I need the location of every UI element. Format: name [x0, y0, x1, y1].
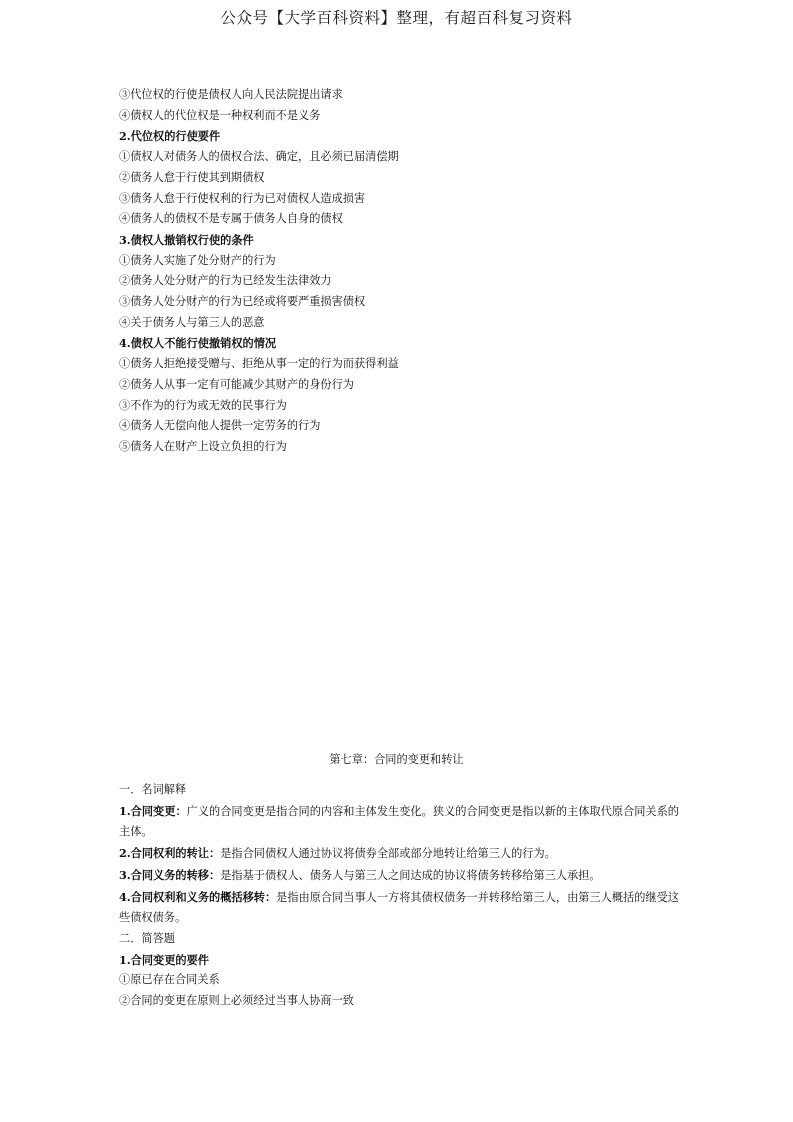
definition-text: 是指基于债权人、债务人与第三人之间达成的协议将债务转移给第三人承担。 [220, 868, 601, 882]
definition-paragraph [119, 801, 679, 843]
definition-text: 是指由原合同当事人一方将其债权债务一并转移给第三人，由第三人概括的继受这些债权债务。 [119, 890, 679, 925]
page-header: 公众号【大学百科资料】整理，有超百科复习资料 [220, 9, 573, 27]
text-line: ①债务人拒绝接受赠与、拒绝从事一定的行为而获得利益 [119, 357, 399, 371]
text-line: ④债权人的代位权是一种权利而不是义务 [119, 108, 321, 122]
text-line: ③代位权的行使是债权人向人民法院提出请求 [119, 88, 343, 101]
section-contract-rights [119, 85, 679, 458]
section-contract-change [119, 780, 679, 1012]
definition-paragraph [119, 865, 679, 887]
text-line: ②债务人从事一定有可能减少其财产的身份行为 [119, 377, 354, 391]
text-line: ①债权人对债务人的债权合法、确定，且必须已届清偿期 [119, 150, 399, 164]
text-line: ②债务人处分财产的行为已经发生法律效力 [119, 274, 332, 288]
subheading: 3.债权人撤销权行使的条件 [119, 232, 254, 247]
definition-text: 是指合同债权人通过协议将债券全部或部分地转让给第三人的行为。 [220, 847, 556, 861]
text-line: ②债务人怠于行使其到期债权 [119, 170, 265, 184]
section-heading: 一．名词解释 [119, 783, 187, 796]
text-line: ⑤债务人在财产上设立负担的行为 [119, 439, 287, 453]
definition-term: 4.合同权利和义务的概括移转： [119, 889, 277, 904]
subheading: 2.代位权的行使要件 [119, 129, 221, 144]
text-line: ③债务人处分财产的行为已经或将要严重损害债权 [119, 295, 366, 309]
chapter-title: 第七章：合同的变更和转让 [329, 753, 464, 766]
subheading: 1.合同变更的要件 [119, 952, 209, 967]
definition-paragraph [119, 887, 679, 929]
definition-term: 1.合同变更： [119, 803, 187, 818]
text-line: ①债务人实施了处分财产的行为 [119, 253, 276, 267]
definition-text: 广义的合同变更是指合同的内容和主体发生变化。狭义的合同变更是指以新的主体取代原合同关系的主体。 [119, 804, 679, 839]
text-line: ③债务人怠于行使权利的行为已对债权人造成损害 [119, 191, 366, 205]
definition-term: 3.合同义务的转移： [119, 867, 221, 882]
section-heading: 二．简答题 [119, 931, 175, 945]
text-line: ③不作为的行为或无效的民事行为 [119, 398, 287, 412]
definition-paragraph [119, 843, 679, 865]
text-line: ④债务人无偿向他人提供一定劳务的行为 [119, 419, 321, 433]
definition-term: 2.合同权利的转让： [119, 846, 221, 861]
text-line: ④关于债务人与第三人的恶意 [119, 315, 265, 329]
text-line: ②合同的变更在原则上必须经过当事人协商一致 [119, 994, 354, 1008]
text-line: ④债务人的债权不是专属于债务人自身的债权 [119, 212, 343, 226]
text-line: ①原已存在合同关系 [119, 973, 220, 987]
subheading: 4.债权人不能行使撤销权的情况 [119, 336, 277, 351]
